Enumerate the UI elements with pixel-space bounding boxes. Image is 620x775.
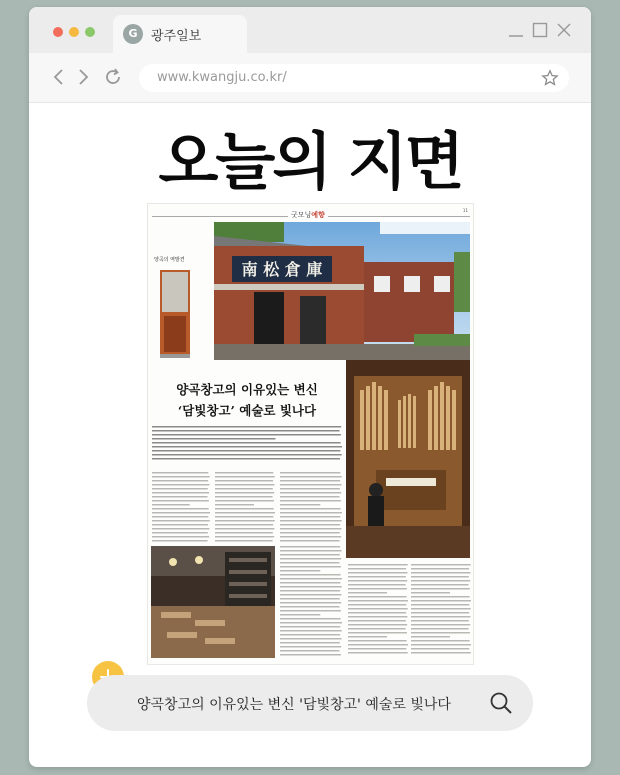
text-line [152,536,209,538]
warehouse-building-photo [214,222,470,360]
text-line [411,612,469,614]
text-line [152,476,210,478]
text-line [280,496,340,498]
text-line [411,624,470,626]
close-dot[interactable] [53,27,63,37]
text-line [411,620,469,622]
text-line [152,450,340,452]
text-line [280,574,341,576]
navigation-bar [29,53,591,103]
text-line [152,488,208,490]
text-line [280,598,340,600]
text-line [152,472,208,474]
text-line [280,610,341,612]
text-line [411,636,450,638]
text-line [411,592,450,594]
text-line [411,640,470,642]
text-line [348,636,387,638]
text-line [215,492,274,494]
gallery-interior-photo [151,546,275,658]
text-line [152,434,341,436]
text-line [152,504,190,506]
text-line [280,532,340,534]
text-line [411,608,471,610]
reload-icon[interactable] [103,67,123,87]
address-bar[interactable] [139,64,569,92]
text-line [348,628,406,630]
text-line [280,546,340,548]
text-line [280,618,341,620]
text-line [215,472,273,474]
text-line [280,528,341,530]
text-line [348,652,408,654]
text-line [152,496,208,498]
headline-line-2: ‘담빛창고’ 예술로 빛나다 [177,403,317,418]
text-line [348,584,406,586]
text-line [348,576,406,578]
minimize-icon[interactable] [507,21,525,39]
back-arrow-icon[interactable] [49,67,69,87]
text-line [152,492,209,494]
text-line [411,604,469,606]
search-query-text: 양곡창고의 이유있는 변신 '담빛창고' 예술로 빛나다 [137,697,451,713]
text-line [280,508,341,510]
text-line [280,536,341,538]
text-line [411,564,471,566]
text-line [152,430,340,432]
text-line [215,488,273,490]
text-line [152,500,209,502]
forward-arrow-icon[interactable] [73,67,93,87]
text-line [280,550,341,552]
text-line [280,642,340,644]
old-door-artifact-photo [158,266,192,358]
headline-line-1: 양곡창고의 이유있는 변신 [176,382,318,397]
text-line [215,524,273,526]
text-line [280,626,340,628]
text-line [152,446,342,448]
text-line [152,540,208,542]
text-line [348,640,407,642]
text-line [411,568,469,570]
text-line [215,536,274,538]
text-line [280,638,341,640]
newspaper-page[interactable] [147,203,474,665]
text-line [280,540,340,542]
tab-title: 광주일보 [151,29,202,44]
text-line [348,592,387,594]
text-line [411,600,471,602]
text-line [348,632,407,634]
text-line [280,500,341,502]
text-line [280,484,341,486]
pipe-organ-photo [346,360,470,558]
text-line [280,566,341,568]
text-line [215,512,275,514]
text-line [411,580,470,582]
text-line [215,532,273,534]
maximize-dot[interactable] [85,27,95,37]
text-line [411,648,469,650]
text-line [280,558,341,560]
side-label: 양곡의 역발견 [154,257,185,263]
text-line [280,594,341,596]
text-line [411,644,471,646]
text-line [411,628,469,630]
text-line [152,438,276,440]
title-bar [29,7,591,53]
text-line [280,646,341,648]
text-line [348,616,407,618]
text-line [348,644,408,646]
text-line [280,472,340,474]
text-line [280,586,342,588]
text-line [280,590,340,592]
text-line [348,580,407,582]
text-line [411,572,470,574]
browser-window [29,7,591,767]
text-line [152,532,208,534]
text-line [280,554,340,556]
text-line [280,614,320,616]
text-line [215,504,254,506]
text-line [411,576,469,578]
text-line [152,508,209,510]
text-line [348,624,407,626]
text-line [280,488,340,490]
bookmark-star-icon[interactable] [541,69,559,87]
text-line [411,596,470,598]
tab-favicon: G [123,24,143,44]
text-line [280,650,340,652]
text-line [215,508,274,510]
text-line [215,484,274,486]
text-line [280,634,340,636]
text-line [348,588,407,590]
text-line [280,606,340,608]
text-line [215,540,273,542]
photo-caption [380,218,472,234]
text-line [348,648,406,650]
text-line [280,516,340,518]
text-line [348,612,406,614]
text-line [152,520,210,522]
maximize-icon[interactable] [531,21,549,39]
text-line [152,458,340,460]
text-line [411,652,471,654]
text-line [280,582,340,584]
text-line [280,492,341,494]
text-line [280,654,341,656]
page-title: 오늘의 지면 [158,125,462,198]
text-line [348,608,408,610]
section-logo: 굿모닝예향 [288,210,328,220]
text-line [348,568,406,570]
text-line [280,570,320,572]
text-line [348,564,408,566]
text-line [348,596,407,598]
text-line [411,616,470,618]
text-line [280,630,342,632]
text-line [280,578,342,580]
text-line [280,512,342,514]
text-line [411,632,470,634]
text-line [348,572,407,574]
text-line [280,504,320,506]
magnifier-icon[interactable] [489,691,513,715]
search-bar[interactable] [87,675,533,731]
text-line [411,588,470,590]
text-line [348,604,406,606]
building-sign: 南 松 倉 庫 [241,260,323,279]
text-line [215,476,275,478]
text-line [152,442,341,444]
text-line [152,426,341,428]
text-line [215,528,274,530]
text-line [152,480,208,482]
text-line [280,476,342,478]
browser-tab[interactable] [113,15,247,53]
text-line [215,480,273,482]
text-line [348,620,406,622]
text-line [152,524,208,526]
text-line [152,454,342,456]
text-line [280,562,340,564]
page-number: 11 [462,208,468,213]
url-text: www.kwangju.co.kr/ [157,70,287,85]
text-line [348,600,408,602]
text-line [152,516,208,518]
text-line [280,524,340,526]
text-line [215,500,274,502]
text-line [215,496,273,498]
text-line [152,484,209,486]
text-line [152,528,209,530]
text-line [280,480,340,482]
close-icon[interactable] [555,21,573,39]
text-line [215,520,275,522]
text-line [280,602,341,604]
text-line [411,584,469,586]
window-controls-mac [53,27,95,37]
text-line [280,622,342,624]
text-line [215,516,273,518]
text-line [280,520,342,522]
text-line [152,512,210,514]
minimize-dot[interactable] [69,27,79,37]
